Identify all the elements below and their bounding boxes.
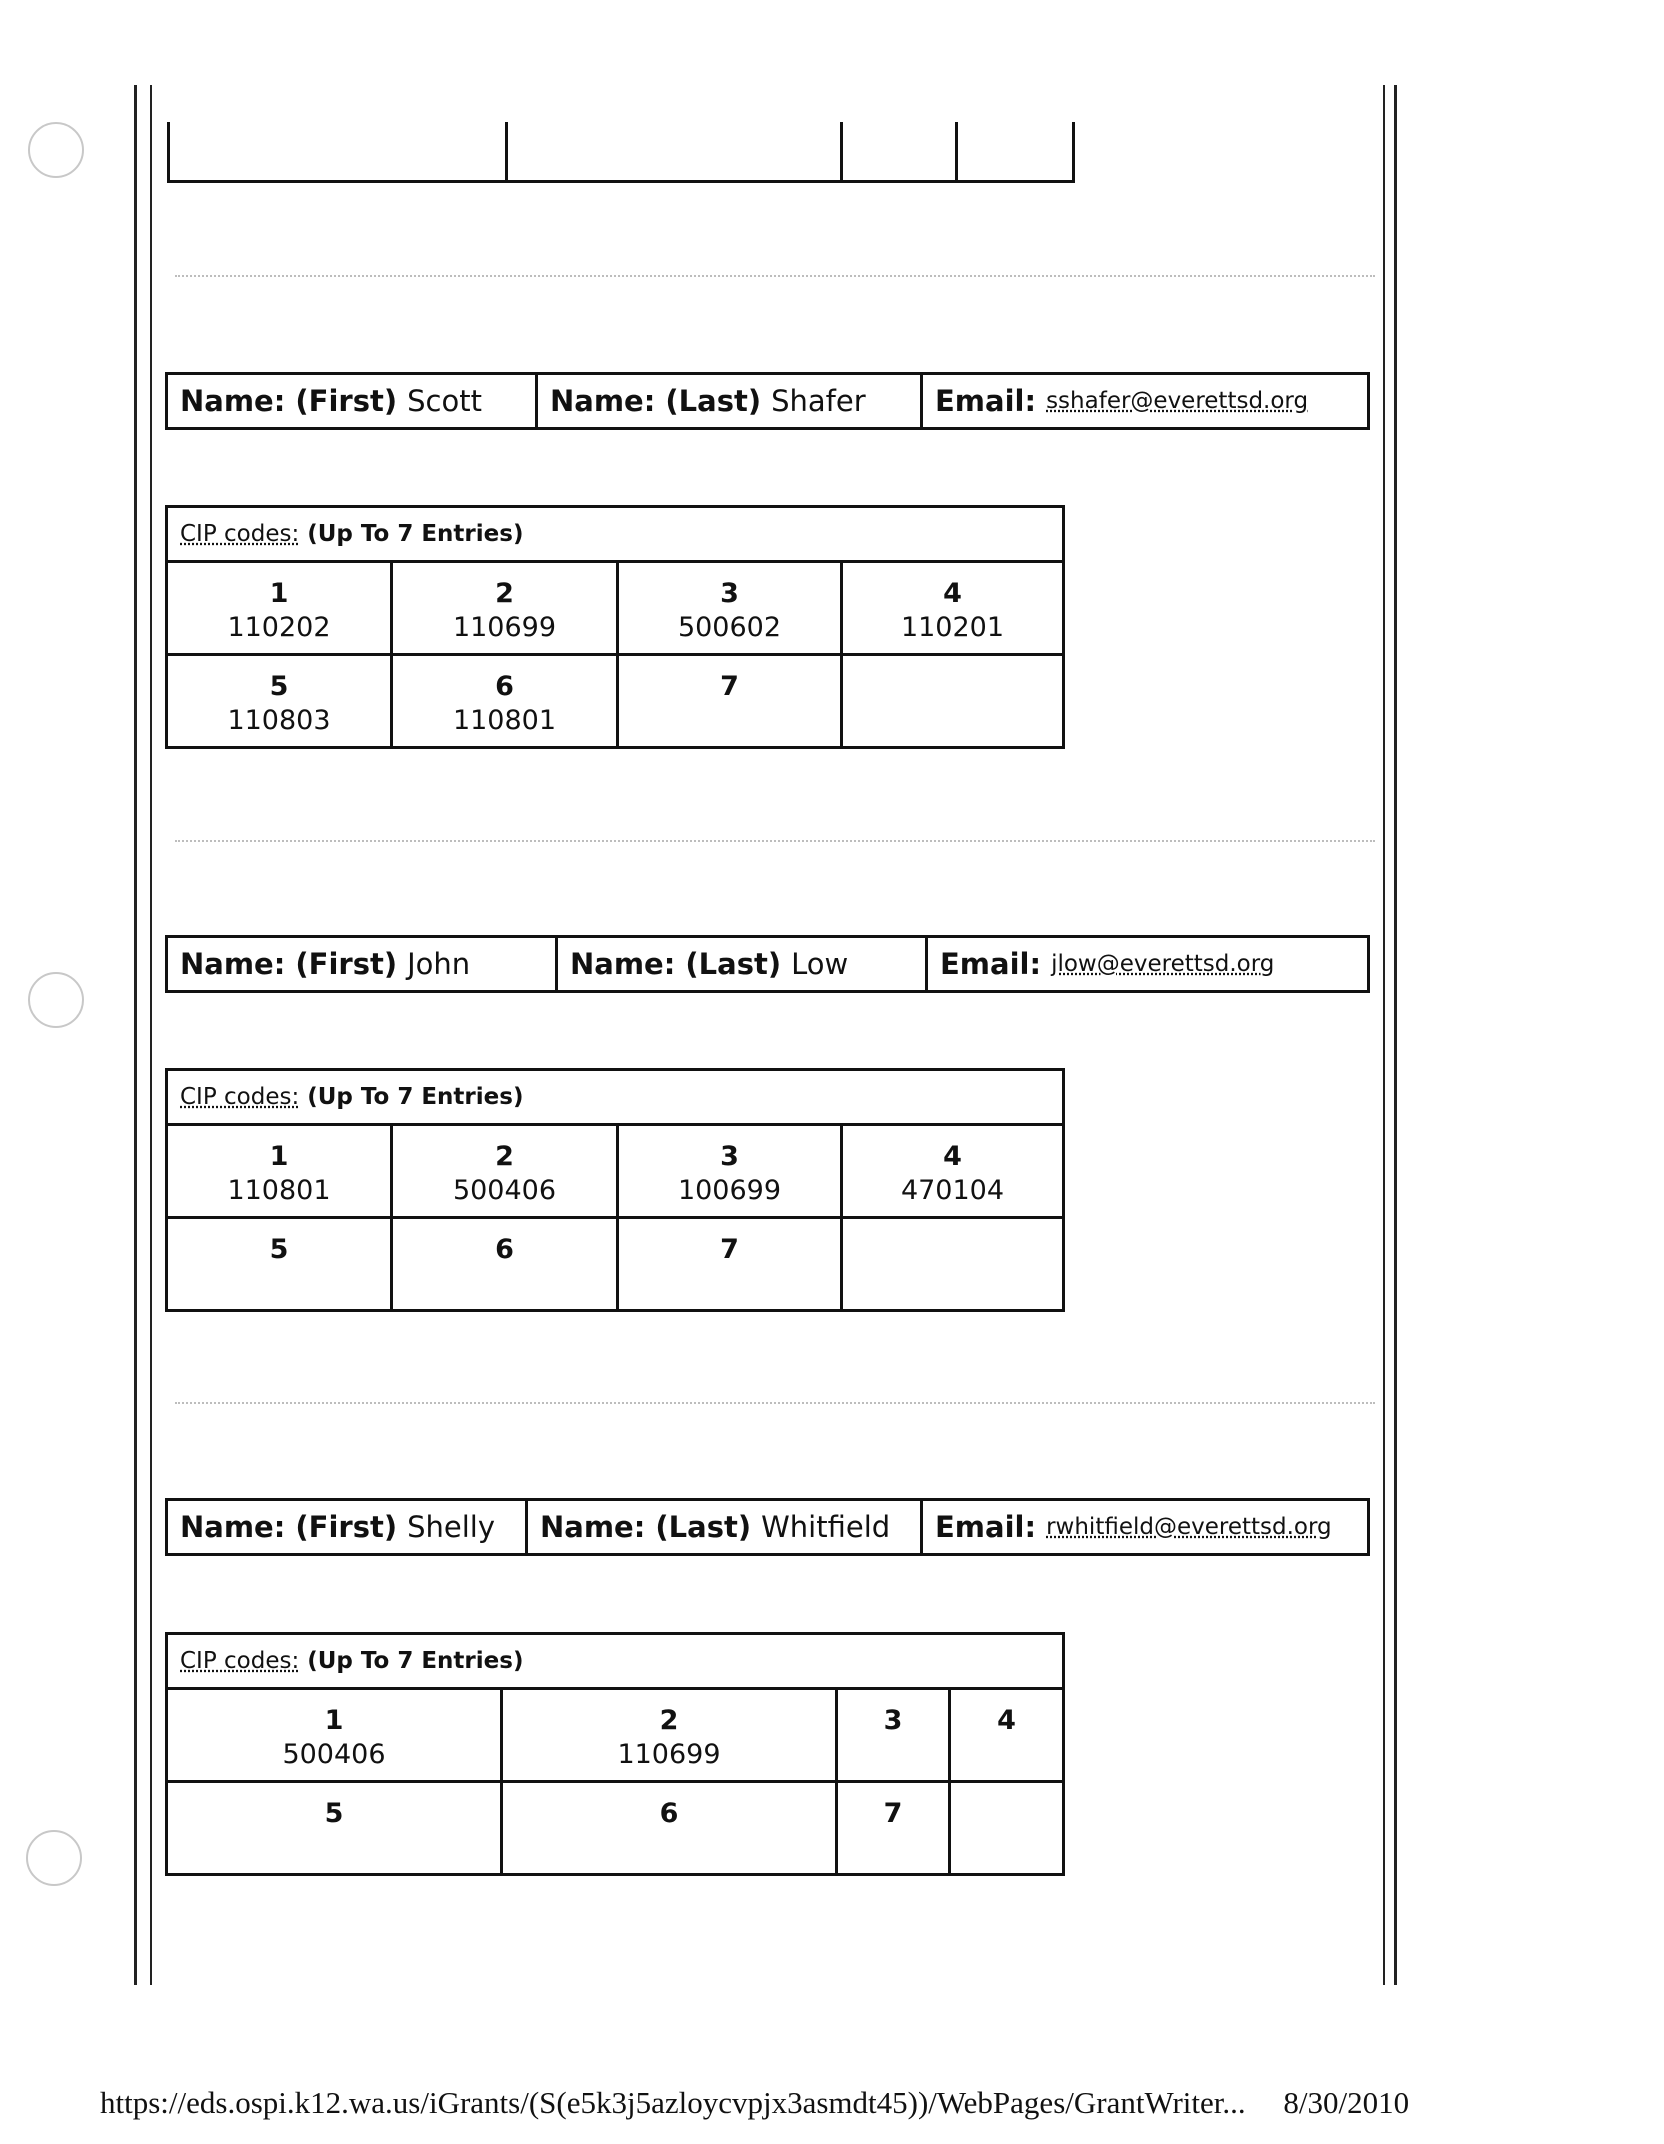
cip-entry-number: 6 xyxy=(659,1798,679,1829)
cip-entry-number: 7 xyxy=(883,1798,903,1829)
binder-hole-top xyxy=(28,122,84,178)
cip-codes-header xyxy=(168,1071,1062,1126)
partial-table-cell xyxy=(955,122,1075,180)
cip-cell xyxy=(619,1219,843,1309)
cip-code-value: 110201 xyxy=(900,612,1005,643)
cip-cell xyxy=(838,1690,951,1780)
cip-entry-number: 6 xyxy=(495,671,514,702)
cip-row xyxy=(168,653,1062,746)
cip-entry-number: 3 xyxy=(720,1141,739,1172)
cip-cell xyxy=(503,1783,838,1873)
print-footer xyxy=(100,2085,1409,2121)
cip-entry-number: 5 xyxy=(269,671,289,702)
cip-cell xyxy=(393,1126,619,1216)
contact-row xyxy=(165,372,1370,430)
cip-code-value: 110803 xyxy=(227,705,331,736)
cip-entry-number: 4 xyxy=(943,1141,962,1172)
cip-cell xyxy=(168,1690,503,1780)
last-name-cell xyxy=(538,375,923,427)
cip-entry-number: 7 xyxy=(720,1234,739,1265)
first-name-value: Scott xyxy=(407,384,482,418)
cip-cell xyxy=(951,1690,1062,1780)
cip-abbreviation: CIP codes: xyxy=(180,1648,300,1674)
cip-entry-number: 5 xyxy=(324,1798,344,1829)
first-name-value: John xyxy=(407,947,471,981)
footer-date: 8/30/2010 xyxy=(1283,2085,1410,2120)
cip-entry-number: 1 xyxy=(269,578,289,609)
email-cell xyxy=(923,375,1367,427)
cip-code-value: 110699 xyxy=(617,1739,721,1770)
last-name-cell xyxy=(558,938,928,990)
cip-cell-empty xyxy=(843,1219,1062,1309)
cip-cell-empty xyxy=(951,1783,1062,1873)
cip-entry-number: 7 xyxy=(720,671,739,702)
left-border-line-inner xyxy=(150,85,152,1985)
cip-cell xyxy=(838,1783,951,1873)
cip-row xyxy=(168,1216,1062,1309)
cip-entries-note: (Up To 7 Entries) xyxy=(307,1084,524,1110)
binder-hole-bottom xyxy=(26,1830,82,1886)
footer-url: https://eds.ospi.k12.wa.us/iGrants/(S(e5k3j5azloycvpjx3asmdt45))/WebPages/GrantWriter... xyxy=(100,2085,1246,2120)
cip-codes-table xyxy=(165,1632,1065,1876)
cip-abbreviation: CIP codes: xyxy=(180,1084,300,1110)
partial-table-cell xyxy=(840,122,955,180)
right-border-line-inner xyxy=(1383,85,1385,1985)
partial-table-cell xyxy=(167,122,505,180)
separator-line xyxy=(175,275,1375,277)
first-name-label: Name: (First) xyxy=(180,1510,398,1544)
contact-row xyxy=(165,1498,1370,1556)
cip-cell xyxy=(619,656,843,746)
cip-code-value: 110801 xyxy=(452,705,557,736)
cip-cell xyxy=(168,563,393,653)
cip-abbreviation: CIP codes: xyxy=(180,521,300,547)
cip-cell xyxy=(393,656,619,746)
cip-code-value: 110202 xyxy=(227,612,331,643)
cip-entry-number: 4 xyxy=(943,578,962,609)
cip-codes-table xyxy=(165,1068,1065,1312)
first-name-label: Name: (First) xyxy=(180,384,398,418)
cip-code-value: 110699 xyxy=(452,612,557,643)
cip-cell xyxy=(393,1219,619,1309)
separator-line xyxy=(175,1402,1375,1404)
cip-entry-number: 2 xyxy=(659,1705,679,1736)
cip-entry-number: 3 xyxy=(883,1705,903,1736)
partial-table-cell xyxy=(505,122,840,180)
last-name-value: Whitfield xyxy=(761,1510,891,1544)
cip-entries-note: (Up To 7 Entries) xyxy=(307,1648,524,1674)
cip-entry-number: 1 xyxy=(269,1141,289,1172)
email-link[interactable]: rwhitfield@everettsd.org xyxy=(1046,1514,1332,1540)
cip-code-value: 100699 xyxy=(677,1175,782,1206)
first-name-label: Name: (First) xyxy=(180,947,398,981)
cip-row xyxy=(168,1780,1062,1873)
cip-cell xyxy=(393,563,619,653)
email-link[interactable]: sshafer@everettsd.org xyxy=(1046,388,1309,414)
cip-entry-number: 3 xyxy=(720,578,739,609)
cip-entry-number: 4 xyxy=(997,1705,1016,1736)
first-name-cell xyxy=(168,1501,528,1553)
separator-line xyxy=(175,840,1375,842)
cip-entry-number: 2 xyxy=(495,578,514,609)
cip-code-value: 500406 xyxy=(282,1739,386,1770)
last-name-value: Low xyxy=(791,947,849,981)
cip-entries-note: (Up To 7 Entries) xyxy=(307,521,524,547)
cip-cell-empty xyxy=(843,656,1062,746)
last-name-cell xyxy=(528,1501,923,1553)
contact-row xyxy=(165,935,1370,993)
cip-cell xyxy=(843,563,1062,653)
cip-codes-header xyxy=(168,508,1062,563)
email-label: Email: xyxy=(935,1510,1037,1544)
left-border-line xyxy=(134,85,137,1985)
cip-codes-header xyxy=(168,1635,1062,1690)
email-cell xyxy=(928,938,1367,990)
email-link[interactable]: jlow@everettsd.org xyxy=(1051,951,1275,977)
email-label: Email: xyxy=(940,947,1042,981)
first-name-value: Shelly xyxy=(407,1510,496,1544)
cip-cell xyxy=(619,563,843,653)
cip-cell xyxy=(843,1126,1062,1216)
cip-codes-table xyxy=(165,505,1065,749)
right-border-line xyxy=(1394,85,1397,1985)
cip-entry-number: 6 xyxy=(495,1234,514,1265)
cip-row xyxy=(168,563,1062,653)
cip-cell xyxy=(168,656,393,746)
cip-entry-number: 2 xyxy=(495,1141,514,1172)
cip-row xyxy=(168,1690,1062,1780)
cip-cell xyxy=(168,1126,393,1216)
email-label: Email: xyxy=(935,384,1037,418)
cip-code-value: 500602 xyxy=(677,612,782,643)
partial-table-bottom xyxy=(167,122,1075,183)
cip-cell xyxy=(168,1219,393,1309)
last-name-label: Name: (Last) xyxy=(550,384,762,418)
last-name-label: Name: (Last) xyxy=(540,1510,752,1544)
cip-entry-number: 1 xyxy=(324,1705,344,1736)
last-name-value: Shafer xyxy=(771,384,866,418)
email-cell xyxy=(923,1501,1367,1553)
cip-code-value: 500406 xyxy=(452,1175,557,1206)
binder-hole-middle xyxy=(28,972,84,1028)
cip-code-value: 470104 xyxy=(900,1175,1005,1206)
cip-cell xyxy=(619,1126,843,1216)
cip-entry-number: 5 xyxy=(269,1234,289,1265)
cip-row xyxy=(168,1126,1062,1216)
last-name-label: Name: (Last) xyxy=(570,947,782,981)
cip-cell xyxy=(503,1690,838,1780)
cip-code-value: 110801 xyxy=(227,1175,331,1206)
first-name-cell xyxy=(168,938,558,990)
first-name-cell xyxy=(168,375,538,427)
cip-cell xyxy=(168,1783,503,1873)
